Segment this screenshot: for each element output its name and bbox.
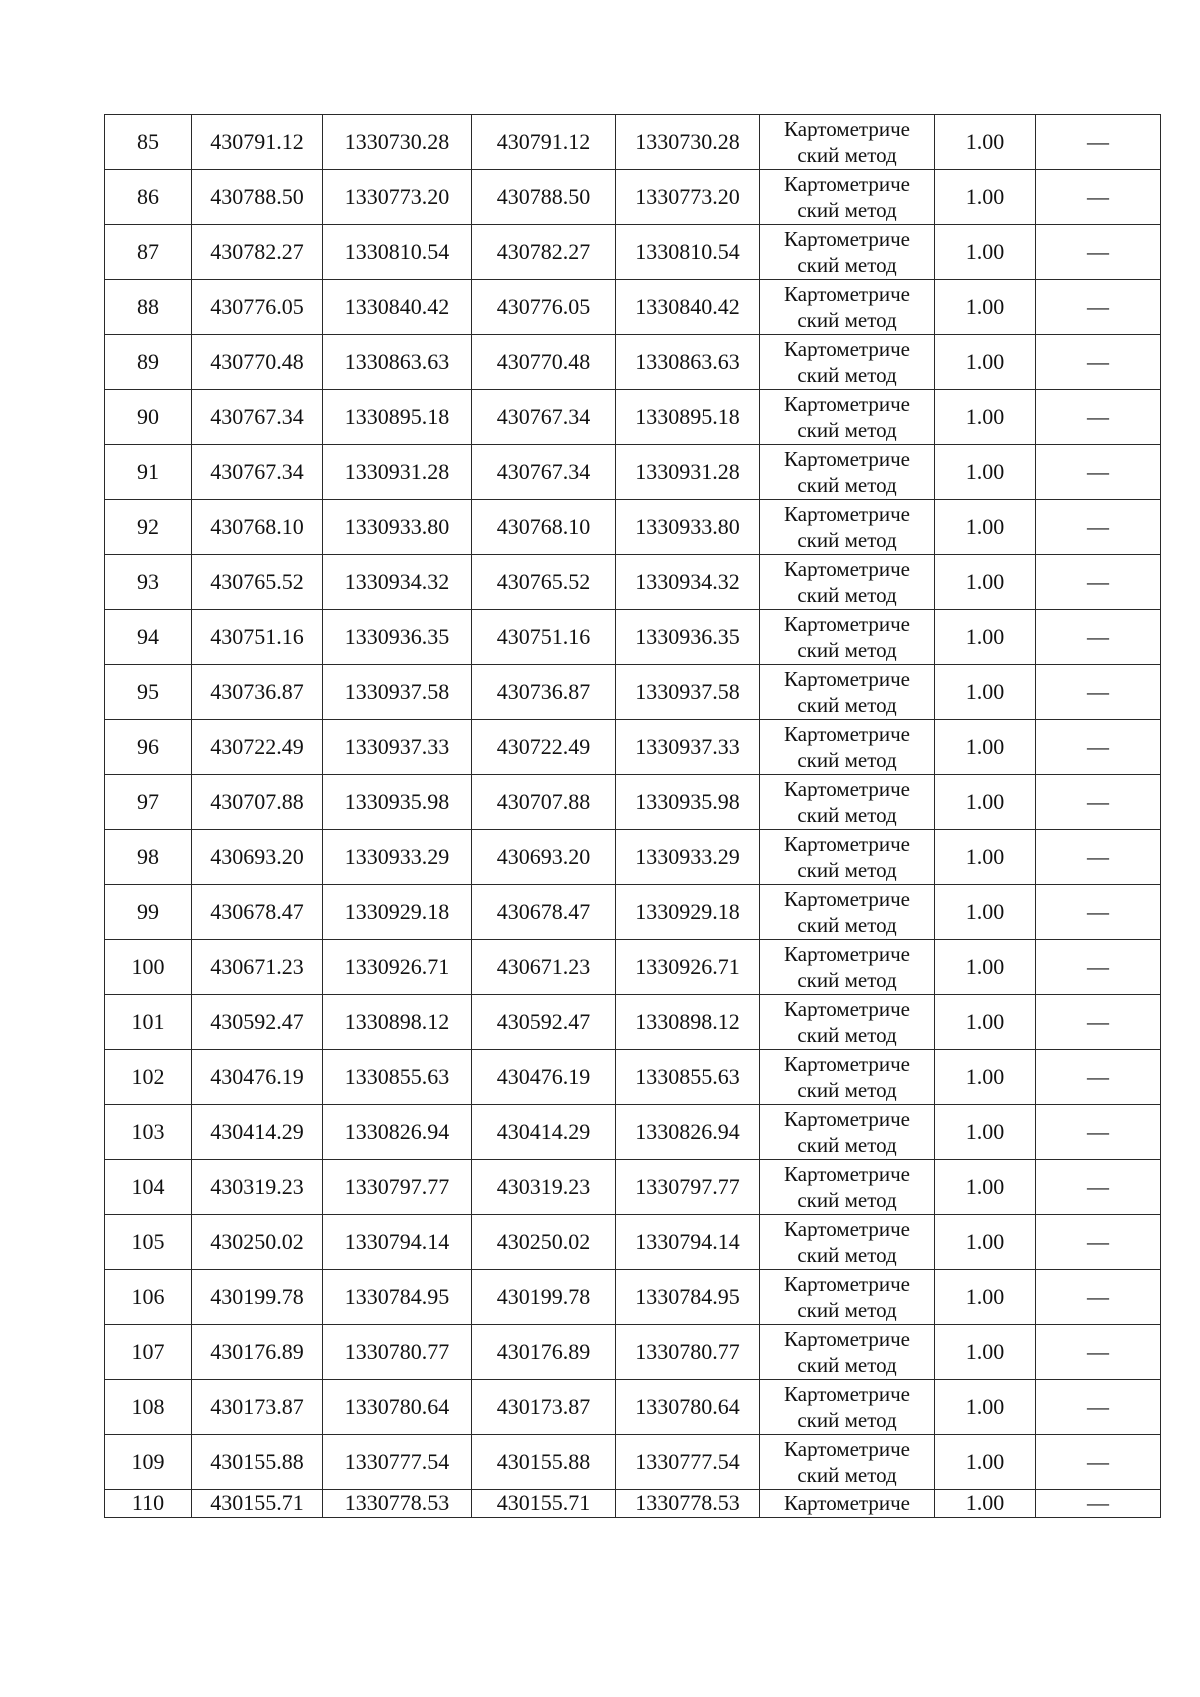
table-row	[105, 390, 1161, 445]
y-existing-cell: 1330937.33	[323, 720, 472, 775]
y-existing-cell: 1330936.35	[323, 610, 472, 665]
method-line-2: ский метод	[797, 1243, 897, 1267]
point-number-cell: 105	[105, 1215, 192, 1270]
table-row	[105, 1215, 1161, 1270]
y-specified-cell: 1330929.18	[616, 885, 760, 940]
method-cell	[760, 1050, 935, 1105]
x-specified-cell: 430176.89	[472, 1325, 616, 1380]
table-row	[105, 1105, 1161, 1160]
method-line-1: Картометриче	[784, 1437, 910, 1461]
x-specified-cell: 430250.02	[472, 1215, 616, 1270]
y-existing-cell: 1330797.77	[323, 1160, 472, 1215]
y-existing-cell: 1330780.77	[323, 1325, 472, 1380]
method-cell	[760, 1160, 935, 1215]
x-specified-cell: 430707.88	[472, 775, 616, 830]
x-existing-cell: 430751.16	[192, 610, 323, 665]
method-line-2: ский метод	[797, 803, 897, 827]
x-specified-cell: 430770.48	[472, 335, 616, 390]
y-existing-cell: 1330929.18	[323, 885, 472, 940]
accuracy-cell: 1.00	[935, 1435, 1036, 1490]
method-cell	[760, 720, 935, 775]
method-line-1: Картометриче	[784, 667, 910, 691]
accuracy-cell: 1.00	[935, 225, 1036, 280]
y-existing-cell: 1330934.32	[323, 555, 472, 610]
y-specified-cell: 1330826.94	[616, 1105, 760, 1160]
accuracy-cell: 1.00	[935, 720, 1036, 775]
accuracy-cell: 1.00	[935, 995, 1036, 1050]
note-cell: —	[1036, 610, 1161, 665]
point-number-cell: 106	[105, 1270, 192, 1325]
point-number-cell: 107	[105, 1325, 192, 1380]
method-cell	[760, 775, 935, 830]
method-cell	[760, 225, 935, 280]
method-line-1: Картометриче	[784, 1052, 910, 1076]
note-cell: —	[1036, 665, 1161, 720]
table-row	[105, 940, 1161, 995]
x-specified-cell: 430693.20	[472, 830, 616, 885]
y-existing-cell: 1330794.14	[323, 1215, 472, 1270]
note-cell: —	[1036, 445, 1161, 500]
table-row	[105, 1270, 1161, 1325]
y-specified-cell: 1330898.12	[616, 995, 760, 1050]
y-existing-cell: 1330773.20	[323, 170, 472, 225]
accuracy-cell: 1.00	[935, 555, 1036, 610]
note-cell: —	[1036, 390, 1161, 445]
x-specified-cell: 430767.34	[472, 390, 616, 445]
x-existing-cell: 430765.52	[192, 555, 323, 610]
method-line-1: Картометриче	[784, 392, 910, 416]
x-existing-cell: 430250.02	[192, 1215, 323, 1270]
method-line-1: Картометриче	[784, 172, 910, 196]
method-line-1: Картометриче	[784, 832, 910, 856]
accuracy-cell: 1.00	[935, 280, 1036, 335]
note-cell: —	[1036, 280, 1161, 335]
table-row	[105, 885, 1161, 940]
method-line-1: Картометриче	[784, 117, 910, 141]
method-cell	[760, 280, 935, 335]
method-line-1: Картометриче	[784, 1107, 910, 1131]
accuracy-cell: 1.00	[935, 390, 1036, 445]
x-existing-cell: 430782.27	[192, 225, 323, 280]
y-specified-cell: 1330794.14	[616, 1215, 760, 1270]
y-specified-cell: 1330933.29	[616, 830, 760, 885]
method-line-2: ский метод	[797, 1023, 897, 1047]
note-cell: —	[1036, 1270, 1161, 1325]
method-line-2: ский метод	[797, 528, 897, 552]
point-number-cell: 88	[105, 280, 192, 335]
x-specified-cell: 430319.23	[472, 1160, 616, 1215]
note-cell: —	[1036, 1160, 1161, 1215]
method-line-1: Картометриче	[784, 1272, 910, 1296]
point-number-cell: 99	[105, 885, 192, 940]
y-specified-cell: 1330933.80	[616, 500, 760, 555]
x-existing-cell: 430319.23	[192, 1160, 323, 1215]
method-line-1: Картометриче	[784, 612, 910, 636]
note-cell: —	[1036, 940, 1161, 995]
point-number-cell: 85	[105, 115, 192, 170]
table-row	[105, 335, 1161, 390]
point-number-cell: 96	[105, 720, 192, 775]
method-cell	[760, 115, 935, 170]
x-specified-cell: 430776.05	[472, 280, 616, 335]
note-cell: —	[1036, 1105, 1161, 1160]
point-number-cell: 100	[105, 940, 192, 995]
y-existing-cell: 1330780.64	[323, 1380, 472, 1435]
table-row	[105, 115, 1161, 170]
method-line-2: ский метод	[797, 638, 897, 662]
y-specified-cell: 1330777.54	[616, 1435, 760, 1490]
method-cell	[760, 555, 935, 610]
accuracy-cell: 1.00	[935, 1490, 1036, 1518]
y-existing-cell: 1330935.98	[323, 775, 472, 830]
x-existing-cell: 430736.87	[192, 665, 323, 720]
point-number-cell: 89	[105, 335, 192, 390]
table-row	[105, 1380, 1161, 1435]
method-line-1: Картометриче	[784, 1162, 910, 1186]
method-line-2: ский метод	[797, 748, 897, 772]
method-line-1: Картометриче	[784, 1217, 910, 1241]
x-existing-cell: 430414.29	[192, 1105, 323, 1160]
method-line-1: Картометриче	[784, 1382, 910, 1406]
method-line-2: ский метод	[797, 583, 897, 607]
method-line-1: Картометриче	[784, 337, 910, 361]
x-specified-cell: 430199.78	[472, 1270, 616, 1325]
note-cell: —	[1036, 775, 1161, 830]
accuracy-cell: 1.00	[935, 940, 1036, 995]
y-existing-cell: 1330931.28	[323, 445, 472, 500]
accuracy-cell: 1.00	[935, 445, 1036, 500]
point-number-cell: 90	[105, 390, 192, 445]
x-specified-cell: 430671.23	[472, 940, 616, 995]
note-cell: —	[1036, 1050, 1161, 1105]
table-row	[105, 170, 1161, 225]
y-existing-cell: 1330778.53	[323, 1490, 472, 1518]
x-specified-cell: 430751.16	[472, 610, 616, 665]
y-specified-cell: 1330937.33	[616, 720, 760, 775]
y-existing-cell: 1330933.29	[323, 830, 472, 885]
method-line-2: ский метод	[797, 198, 897, 222]
method-cell	[760, 665, 935, 720]
x-existing-cell: 430476.19	[192, 1050, 323, 1105]
method-line-1: Картометриче	[784, 502, 910, 526]
accuracy-cell: 1.00	[935, 500, 1036, 555]
method-line-2: ский метод	[797, 968, 897, 992]
method-line-1: Картометриче	[784, 777, 910, 801]
y-specified-cell: 1330780.77	[616, 1325, 760, 1380]
accuracy-cell: 1.00	[935, 775, 1036, 830]
x-specified-cell: 430782.27	[472, 225, 616, 280]
note-cell: —	[1036, 555, 1161, 610]
note-cell: —	[1036, 170, 1161, 225]
table-body	[105, 115, 1161, 1518]
note-cell: —	[1036, 335, 1161, 390]
x-specified-cell: 430155.71	[472, 1490, 616, 1518]
method-line-2: ский метод	[797, 913, 897, 937]
point-number-cell: 101	[105, 995, 192, 1050]
y-existing-cell: 1330933.80	[323, 500, 472, 555]
x-specified-cell: 430592.47	[472, 995, 616, 1050]
point-number-cell: 102	[105, 1050, 192, 1105]
x-specified-cell: 430722.49	[472, 720, 616, 775]
method-cell	[760, 170, 935, 225]
y-specified-cell: 1330934.32	[616, 555, 760, 610]
method-line-2: ский метод	[797, 858, 897, 882]
method-line-2: ский метод	[797, 418, 897, 442]
method-cell	[760, 1105, 935, 1160]
y-specified-cell: 1330855.63	[616, 1050, 760, 1105]
accuracy-cell: 1.00	[935, 665, 1036, 720]
table-row	[105, 1490, 1161, 1518]
table-row	[105, 225, 1161, 280]
note-cell: —	[1036, 1490, 1161, 1518]
accuracy-cell: 1.00	[935, 1050, 1036, 1105]
y-existing-cell: 1330937.58	[323, 665, 472, 720]
accuracy-cell: 1.00	[935, 170, 1036, 225]
x-existing-cell: 430776.05	[192, 280, 323, 335]
method-line-1: Картометриче	[784, 1327, 910, 1351]
table-row	[105, 555, 1161, 610]
method-line-2: ский метод	[797, 1078, 897, 1102]
note-cell: —	[1036, 1435, 1161, 1490]
method-line-2: ский метод	[797, 1463, 897, 1487]
method-cell	[760, 1380, 935, 1435]
y-existing-cell: 1330855.63	[323, 1050, 472, 1105]
y-specified-cell: 1330926.71	[616, 940, 760, 995]
y-specified-cell: 1330810.54	[616, 225, 760, 280]
y-specified-cell: 1330935.98	[616, 775, 760, 830]
table-row	[105, 500, 1161, 555]
method-cell	[760, 885, 935, 940]
x-existing-cell: 430788.50	[192, 170, 323, 225]
x-existing-cell: 430693.20	[192, 830, 323, 885]
x-specified-cell: 430791.12	[472, 115, 616, 170]
x-existing-cell: 430199.78	[192, 1270, 323, 1325]
y-specified-cell: 1330730.28	[616, 115, 760, 170]
x-existing-cell: 430770.48	[192, 335, 323, 390]
table-row	[105, 1160, 1161, 1215]
method-line-2: ский метод	[797, 1353, 897, 1377]
method-line-1: Картометриче	[784, 227, 910, 251]
method-line-1: Картометриче	[784, 997, 910, 1021]
x-existing-cell: 430176.89	[192, 1325, 323, 1380]
point-number-cell: 104	[105, 1160, 192, 1215]
x-specified-cell: 430476.19	[472, 1050, 616, 1105]
y-specified-cell: 1330778.53	[616, 1490, 760, 1518]
note-cell: —	[1036, 885, 1161, 940]
note-cell: —	[1036, 500, 1161, 555]
accuracy-cell: 1.00	[935, 1325, 1036, 1380]
x-existing-cell: 430678.47	[192, 885, 323, 940]
point-number-cell: 92	[105, 500, 192, 555]
method-cell	[760, 335, 935, 390]
x-existing-cell: 430155.71	[192, 1490, 323, 1518]
table-row	[105, 1325, 1161, 1380]
method-line-2: ский метод	[797, 363, 897, 387]
method-line-2: ский метод	[797, 1133, 897, 1157]
method-cell	[760, 390, 935, 445]
accuracy-cell: 1.00	[935, 1105, 1036, 1160]
method-cell	[760, 1270, 935, 1325]
y-specified-cell: 1330937.58	[616, 665, 760, 720]
accuracy-cell: 1.00	[935, 830, 1036, 885]
y-specified-cell: 1330895.18	[616, 390, 760, 445]
table-row	[105, 1435, 1161, 1490]
x-specified-cell: 430173.87	[472, 1380, 616, 1435]
point-number-cell: 108	[105, 1380, 192, 1435]
method-cell	[760, 610, 935, 665]
note-cell: —	[1036, 115, 1161, 170]
accuracy-cell: 1.00	[935, 1380, 1036, 1435]
x-specified-cell: 430765.52	[472, 555, 616, 610]
y-existing-cell: 1330895.18	[323, 390, 472, 445]
x-specified-cell: 430155.88	[472, 1435, 616, 1490]
coordinates-table	[104, 114, 1161, 1518]
y-existing-cell: 1330810.54	[323, 225, 472, 280]
note-cell: —	[1036, 1215, 1161, 1270]
accuracy-cell: 1.00	[935, 1215, 1036, 1270]
y-specified-cell: 1330773.20	[616, 170, 760, 225]
method-cell	[760, 1325, 935, 1380]
accuracy-cell: 1.00	[935, 885, 1036, 940]
method-line-2: ский метод	[797, 473, 897, 497]
x-specified-cell: 430788.50	[472, 170, 616, 225]
method-line-1: Картометриче	[784, 282, 910, 306]
method-cell	[760, 1435, 935, 1490]
x-specified-cell: 430768.10	[472, 500, 616, 555]
y-specified-cell: 1330797.77	[616, 1160, 760, 1215]
table-row	[105, 775, 1161, 830]
accuracy-cell: 1.00	[935, 610, 1036, 665]
method-cell	[760, 1215, 935, 1270]
method-line-2: ский метод	[797, 1188, 897, 1212]
table-row	[105, 665, 1161, 720]
point-number-cell: 110	[105, 1490, 192, 1518]
point-number-cell: 103	[105, 1105, 192, 1160]
method-line-2: ский метод	[797, 1298, 897, 1322]
x-existing-cell: 430707.88	[192, 775, 323, 830]
y-specified-cell: 1330840.42	[616, 280, 760, 335]
x-existing-cell: 430768.10	[192, 500, 323, 555]
method-cell	[760, 940, 935, 995]
table-row	[105, 610, 1161, 665]
method-line-2: ский метод	[797, 143, 897, 167]
y-existing-cell: 1330898.12	[323, 995, 472, 1050]
y-existing-cell: 1330840.42	[323, 280, 472, 335]
note-cell: —	[1036, 830, 1161, 885]
method-line-1: Картометриче	[784, 942, 910, 966]
method-line-1: Картометриче	[784, 887, 910, 911]
method-line-2: ский метод	[797, 693, 897, 717]
table-row	[105, 830, 1161, 885]
y-specified-cell: 1330784.95	[616, 1270, 760, 1325]
method-line-2: ский метод	[797, 308, 897, 332]
y-specified-cell: 1330780.64	[616, 1380, 760, 1435]
accuracy-cell: 1.00	[935, 115, 1036, 170]
x-existing-cell: 430767.34	[192, 390, 323, 445]
method-line-1: Картометриче	[784, 557, 910, 581]
method-line-1: Картометриче	[784, 447, 910, 471]
method-line-1: Картометриче	[784, 722, 910, 746]
x-existing-cell: 430671.23	[192, 940, 323, 995]
point-number-cell: 86	[105, 170, 192, 225]
x-existing-cell: 430155.88	[192, 1435, 323, 1490]
note-cell: —	[1036, 225, 1161, 280]
point-number-cell: 93	[105, 555, 192, 610]
table-row	[105, 445, 1161, 500]
note-cell: —	[1036, 720, 1161, 775]
method-line-2: ский метод	[797, 253, 897, 277]
y-specified-cell: 1330936.35	[616, 610, 760, 665]
y-existing-cell: 1330777.54	[323, 1435, 472, 1490]
table-row	[105, 280, 1161, 335]
table-row	[105, 720, 1161, 775]
method-cell	[760, 995, 935, 1050]
method-line-2: ский метод	[797, 1408, 897, 1432]
note-cell: —	[1036, 1325, 1161, 1380]
accuracy-cell: 1.00	[935, 335, 1036, 390]
method-cell	[760, 830, 935, 885]
point-number-cell: 87	[105, 225, 192, 280]
x-specified-cell: 430678.47	[472, 885, 616, 940]
point-number-cell: 94	[105, 610, 192, 665]
point-number-cell: 91	[105, 445, 192, 500]
y-existing-cell: 1330826.94	[323, 1105, 472, 1160]
accuracy-cell: 1.00	[935, 1160, 1036, 1215]
y-existing-cell: 1330784.95	[323, 1270, 472, 1325]
x-specified-cell: 430767.34	[472, 445, 616, 500]
x-existing-cell: 430767.34	[192, 445, 323, 500]
point-number-cell: 98	[105, 830, 192, 885]
x-specified-cell: 430414.29	[472, 1105, 616, 1160]
method-cell	[760, 1490, 935, 1518]
y-specified-cell: 1330863.63	[616, 335, 760, 390]
y-existing-cell: 1330730.28	[323, 115, 472, 170]
x-existing-cell: 430173.87	[192, 1380, 323, 1435]
note-cell: —	[1036, 995, 1161, 1050]
point-number-cell: 109	[105, 1435, 192, 1490]
table-row	[105, 1050, 1161, 1105]
y-existing-cell: 1330863.63	[323, 335, 472, 390]
method-line-1: Картометриче	[784, 1491, 910, 1515]
y-existing-cell: 1330926.71	[323, 940, 472, 995]
point-number-cell: 95	[105, 665, 192, 720]
method-cell	[760, 445, 935, 500]
table-row	[105, 995, 1161, 1050]
accuracy-cell: 1.00	[935, 1270, 1036, 1325]
note-cell: —	[1036, 1380, 1161, 1435]
x-existing-cell: 430722.49	[192, 720, 323, 775]
x-existing-cell: 430592.47	[192, 995, 323, 1050]
y-specified-cell: 1330931.28	[616, 445, 760, 500]
x-existing-cell: 430791.12	[192, 115, 323, 170]
method-cell	[760, 500, 935, 555]
x-specified-cell: 430736.87	[472, 665, 616, 720]
point-number-cell: 97	[105, 775, 192, 830]
